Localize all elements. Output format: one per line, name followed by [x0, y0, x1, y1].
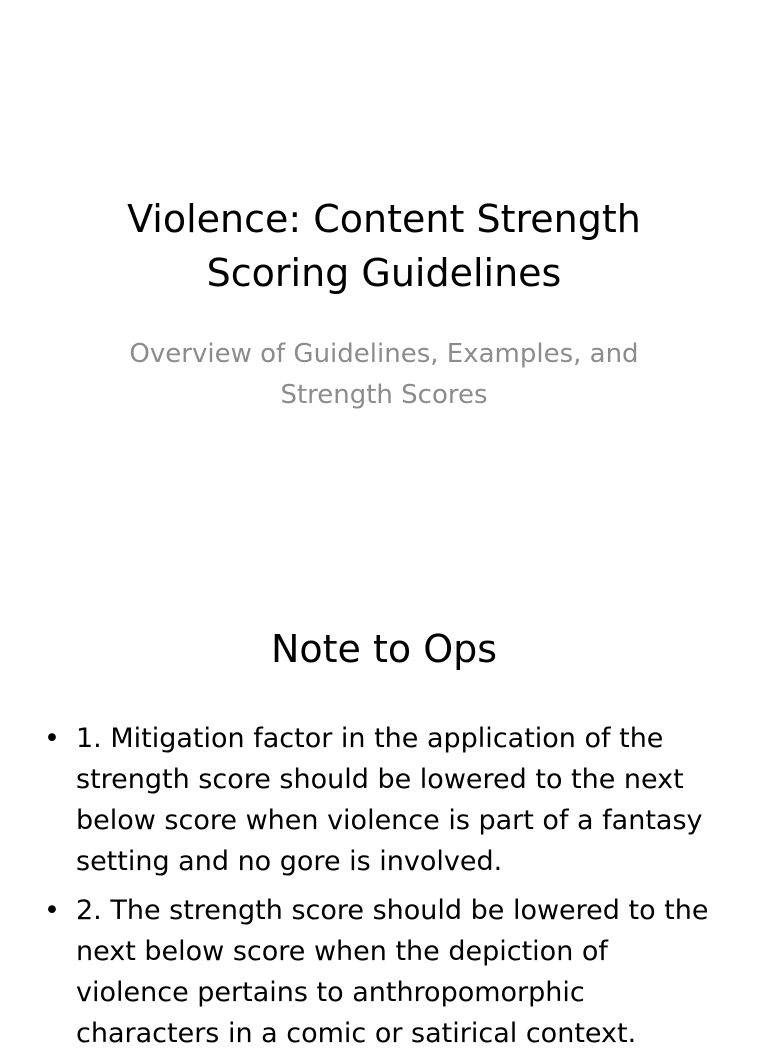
- bullet-item: [0, 890, 768, 1054]
- bullet-list: [0, 718, 768, 1062]
- bullet-marker: •: [44, 723, 60, 754]
- note-title: Note to Ops: [270, 627, 498, 671]
- slide-title: Violence: Content Strength Scoring Guidelines: [127, 197, 641, 295]
- note-slide: [0, 576, 768, 1049]
- bullet-text: 2. The strength score should be lowered to the next below score when the depiction of violence pertains to anthropomorphic characters in a comic or satirical context.: [76, 895, 709, 1049]
- bullet-marker: •: [44, 895, 60, 926]
- slide-subtitle: Overview of Guidelines, Examples, and Strength Scores: [129, 339, 639, 410]
- bullet-item: [0, 718, 768, 882]
- bullet-text: 1. Mitigation factor in the application of the strength score should be lowered to the next below score when violence is part of a fantasy setting and no gore is involved.: [76, 723, 703, 877]
